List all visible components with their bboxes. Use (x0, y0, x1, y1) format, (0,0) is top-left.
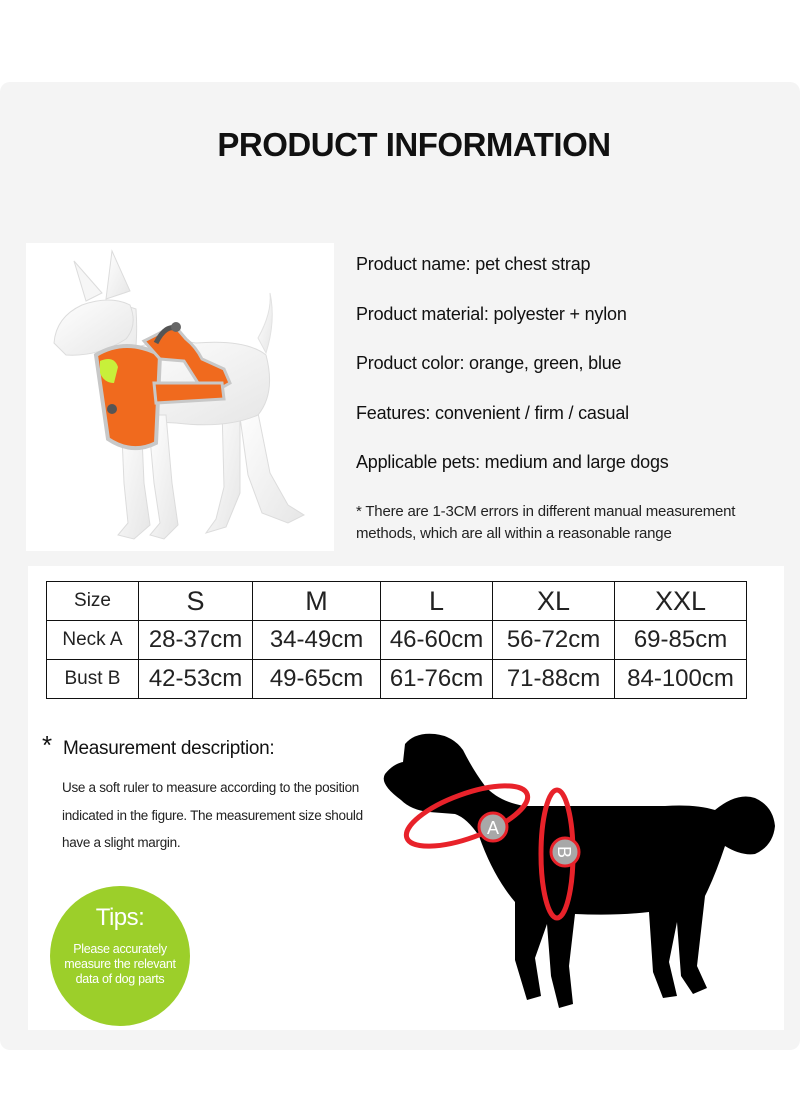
product-photo (26, 243, 334, 551)
product-name: Product name: pet chest strap (356, 254, 591, 274)
size-table (46, 581, 747, 699)
page-title: PRODUCT INFORMATION (217, 126, 611, 163)
table-row (47, 621, 747, 660)
measurement-line: Use a soft ruler to measure according to the position (62, 780, 360, 795)
table-row (47, 660, 747, 699)
product-info-list (356, 253, 786, 501)
tips-badge (50, 886, 190, 1026)
measurement-description (62, 774, 402, 857)
tips-line: data of dog parts (75, 972, 165, 986)
dog-silhouette-icon (384, 734, 775, 1008)
neck-label-a: A (486, 818, 500, 838)
table-cell: 84-100cm (615, 660, 747, 699)
applicable-pets: Applicable pets: medium and large dogs (356, 452, 669, 472)
table-header-l: L (381, 582, 493, 621)
product-features: Features: convenient / firm / casual (356, 402, 629, 423)
measurement-error-note: * There are 1-3CM errors in different manual measurement methods, which are all within a reasonable range (356, 503, 736, 542)
table-cell: 28-37cm (139, 621, 253, 660)
table-cell: 42-53cm (139, 660, 253, 699)
table-header-row (47, 582, 747, 621)
table-cell: 49-65cm (253, 660, 381, 699)
table-cell: 56-72cm (493, 621, 615, 660)
product-color: Product color: orange, green, blue (356, 353, 622, 373)
asterisk-mark: * (42, 730, 53, 760)
table-cell: 61-76cm (381, 660, 493, 699)
tips-title: Tips: (95, 904, 145, 931)
table-row-label: Bust B (47, 660, 139, 699)
product-material: Product material: polyester + nylon (356, 303, 627, 324)
table-header-size: Size (47, 582, 139, 621)
tips-line: measure the relevant (64, 957, 176, 971)
table-row-label: Neck A (47, 621, 139, 660)
harness-mannequin-image (26, 243, 334, 551)
table-cell: 69-85cm (615, 621, 747, 660)
table-header-s: S (139, 582, 253, 621)
table-header-xl: XL (493, 582, 615, 621)
measurement-title: Measurement description: (63, 738, 275, 759)
measurement-line: indicated in the figure. The measurement size should (62, 807, 363, 823)
measurement-line: have a slight margin. (62, 835, 181, 850)
table-cell: 46-60cm (381, 621, 493, 660)
tips-line: Please accurately (73, 942, 167, 956)
table-header-xxl: XXL (615, 582, 747, 621)
tips-text (50, 942, 190, 987)
dog-silhouette-diagram (375, 726, 785, 1026)
bust-label-b: B (554, 845, 574, 859)
table-cell: 34-49cm (253, 621, 381, 660)
table-header-m: M (253, 582, 381, 621)
table-cell: 71-88cm (493, 660, 615, 699)
